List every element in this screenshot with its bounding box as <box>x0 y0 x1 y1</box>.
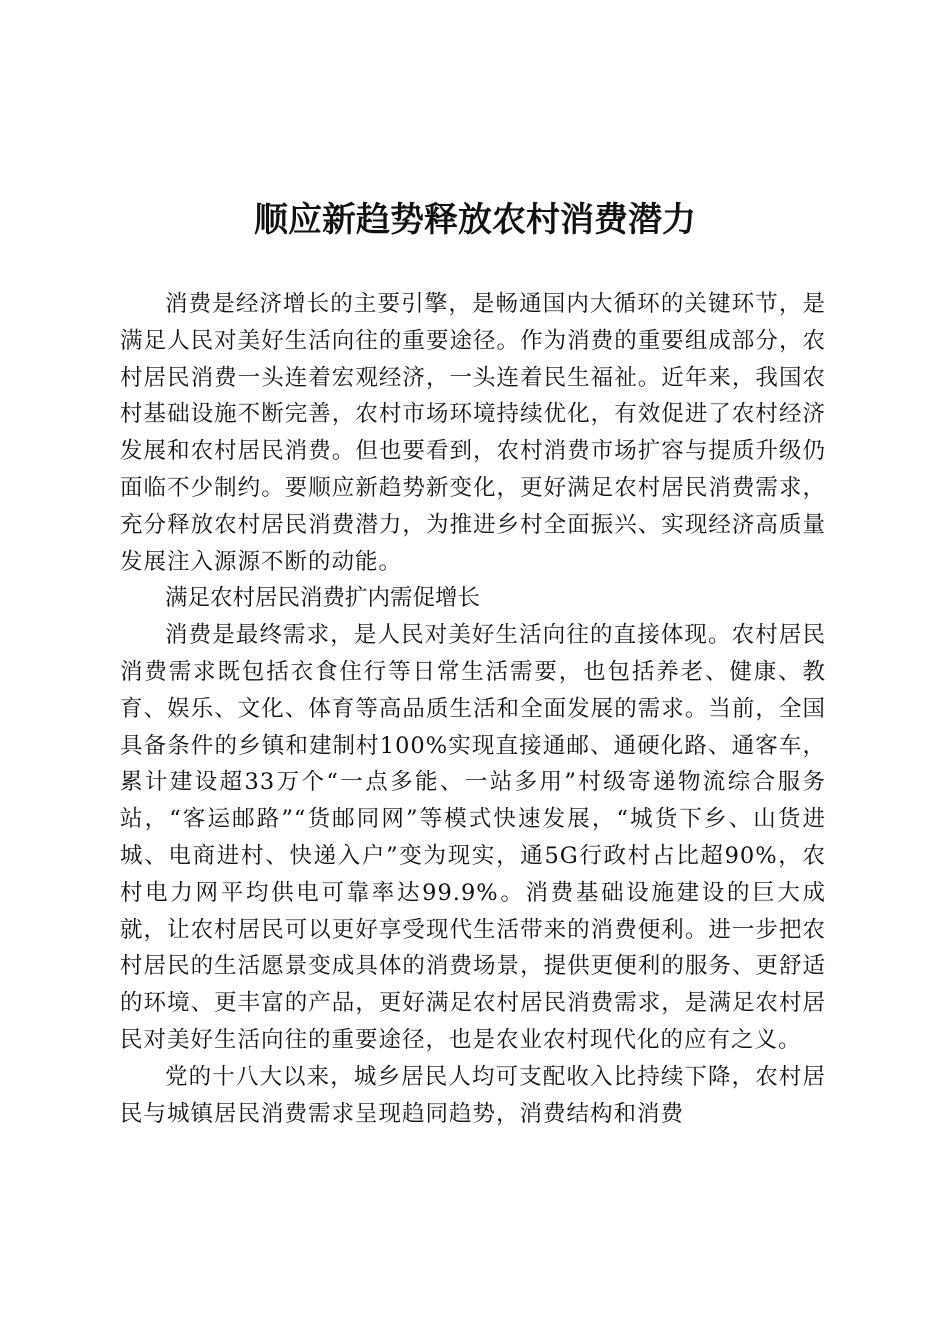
paragraph-income-trend: 党的十八大以来，城乡居民人均可支配收入比持续下降，农村居民与城镇居民消费需求呈现趋同趋势，消费结构和消费 <box>120 1063 826 1127</box>
document-title: 顺应新趋势释放农村消费潜力 <box>254 200 696 240</box>
paragraph-intro: 消费是经济增长的主要引擎，是畅通国内大循环的关键环节，是满足人民对美好生活向往的重要途径。作为消费的重要组成部分，农村居民消费一头连着宏观经济，一头连着民生福祉。近年来，我国农村基础设施不断完善，农村市场环境持续优化，有效促进了农村经济发展和农村居民消费。但也要看到，农村消费市场扩容与提质升级仍面临不少制约。要顺应新趋势新变化，更好满足农村居民消费需求，充分释放农村居民消费潜力，为推进乡村全面振兴、实现经济高质量发展注入源源不断的动能。 <box>120 291 826 575</box>
paragraph-consumption-demand: 消费是最终需求，是人民对美好生活向往的直接体现。农村居民消费需求既包括衣食住行等日常生活需要，也包括养老、健康、教育、娱乐、文化、体育等高品质生活和全面发展的需求。当前，全国具备条件的乡镇和建制村100%实现直接通邮、通硬化路、通客车，累计建设超33万个“一点多能、一站多用”村级寄递物流综合服务站，“客运邮路”“货邮同网”等模式快速发展，“城货下乡、山货进城、电商进村、快递入户”变为现实，通5G行政村占比超90%，农村电力网平均供电可靠率达99.9%。消费基础设施建设的巨大成就，让农村居民可以更好享受现代生活带来的消费便利。进一步把农村居民的生活愿景变成具体的消费场景，提供更便利的服务、更舒适的环境、更丰富的产品，更好满足农村居民消费需求，是满足农村居民对美好生活向往的重要途径，也是农业农村现代化的应有之义。 <box>120 622 826 1053</box>
document-body <box>120 286 826 1132</box>
section-heading: 满足农村居民消费扩内需促增长 <box>165 585 481 612</box>
